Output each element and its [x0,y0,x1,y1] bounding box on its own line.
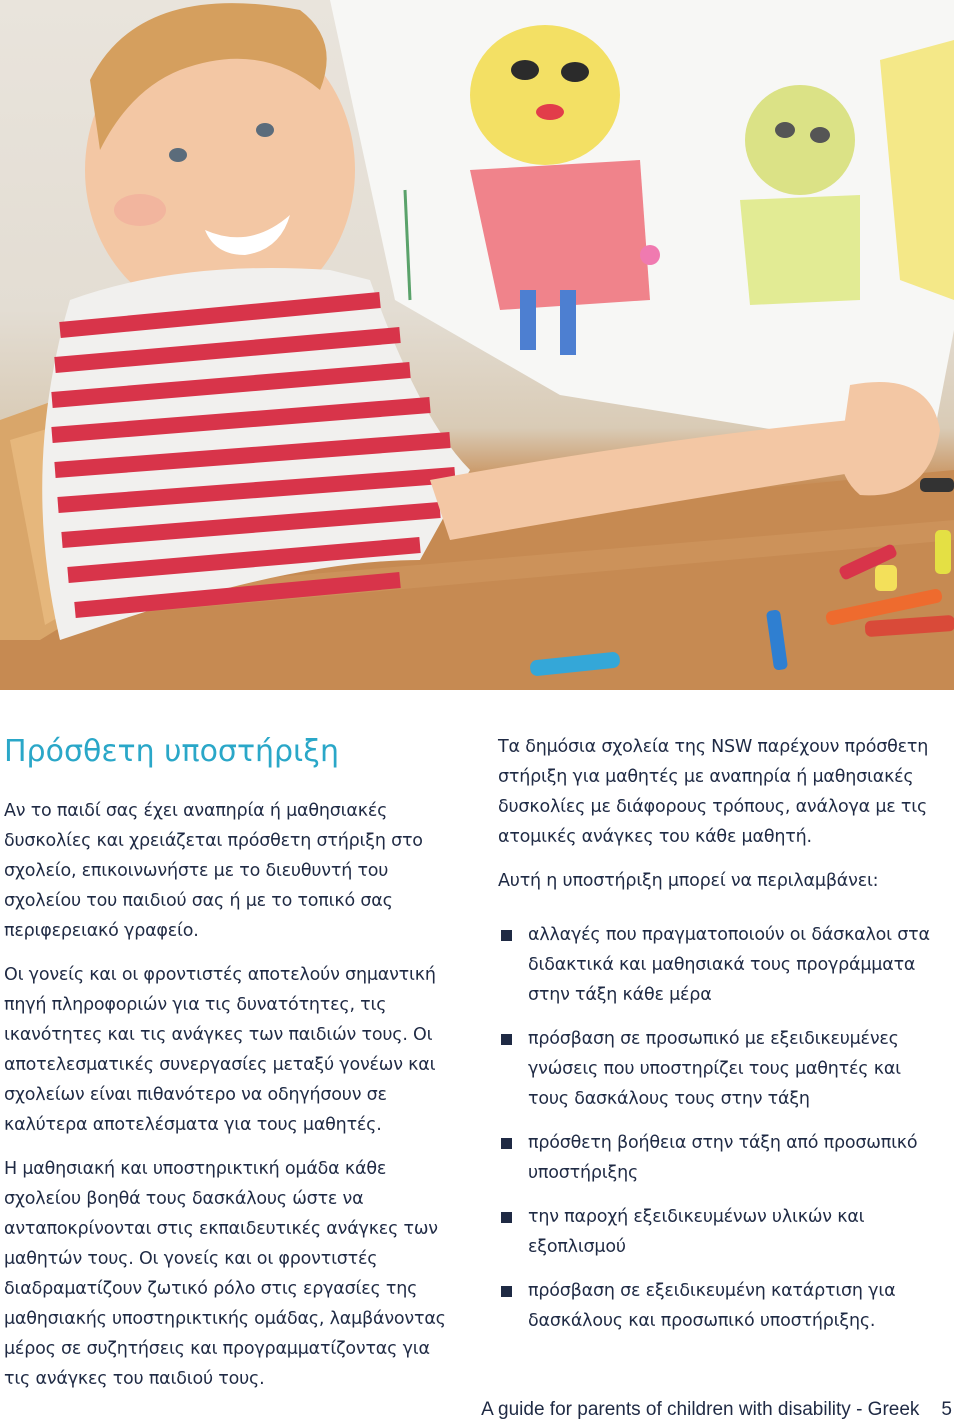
bullet-square-icon [501,930,512,941]
list-item [498,1128,938,1188]
footer-title: A guide for parents of children with disability - Greek [481,1399,920,1420]
page-number: 5 [941,1399,952,1420]
list-item-text: πρόσβαση σε εξειδικευμένη κατάρτιση για δασκάλους και προσωπικό υποστήριξης. [528,1281,896,1331]
paragraph-lead: Αυτή η υποστήριξη μπορεί να περιλαμβάνει: [498,871,879,891]
hero-photo [0,0,954,690]
list-item-text: αλλαγές που πραγματοποιούν οι δάσκαλοι στα διδακτικά και μαθησιακά τους προγράμματα στην τάξη κάθε μέρα [528,925,930,1005]
list-item-text: πρόσβαση σε προσωπικό με εξειδικευμένες γνώσεις που υποστηρίζει τους μαθητές και τους δασκάλους τους στην τάξη [528,1029,901,1109]
paragraph-contact: Αν το παιδί σας έχει αναπηρία ή μαθησιακές δυσκολίες και χρειάζεται πρόσθετη στήριξη στο σχολείο, επικοινωνήστε με το διευθυντή του σχολείου του παιδιού σας ή με το τοπικό σας περιφερειακό γραφείο. [4,801,423,941]
paragraph-intro: Τα δημόσια σχολεία της NSW παρέχουν πρόσθετη στήριξη για μαθητές με αναπηρία ή μαθησιακές δυσκολίες με διάφορους τρόπους, ανάλογα με τις ατομικές ανάγκες του κάθε μαθητή. [498,737,929,847]
child-drawing-illustration [0,0,954,690]
list-item [498,1202,938,1262]
paragraph-parents: Οι γονείς και οι φροντιστές αποτελούν σημαντική πηγή πληροφοριών για τις δυνατότητες, τις ικανότητες και τις ανάγκες των παιδιών τους. Οι αποτελεσματικές συνεργασίες μεταξύ γονέων και σχολείων είναι πιθανότερο να οδηγήσουν σε καλύτερα αποτελέσματα για τους μαθητές. [4,965,436,1135]
paragraph-learning-team: Η μαθησιακή και υποστηρικτική ομάδα κάθε σχολείου βοηθά τους δασκάλους ώστε να ανταποκρίνονται στις εκπαιδευτικές ανάγκες των μαθητών τους. Οι γονείς και οι φροντιστές διαδραματίζουν ζωτικό ρόλο στις εργασίες της μαθησιακής υποστηρικτικής ομάδας, λαμβάνοντας μέρος σε συζητήσεις και προγραμματίζοντας για τις ανάγκες του παιδιού τους. [4,1159,446,1389]
list-item [498,920,938,1010]
bullet-square-icon [501,1138,512,1149]
support-list [498,920,938,1336]
bullet-square-icon [501,1034,512,1045]
page-footer [481,1396,952,1424]
list-item [498,1024,938,1114]
section-heading: Πρόσθετη υποστήριξη [4,734,339,769]
bullet-square-icon [501,1286,512,1297]
list-item [498,1276,938,1336]
right-column [498,732,938,1350]
left-column [4,732,456,1408]
bullet-square-icon [501,1212,512,1223]
list-item-text: την παροχή εξειδικευμένων υλικών και εξοπλισμού [528,1207,865,1257]
list-item-text: πρόσθετη βοήθεια στην τάξη από προσωπικό υποστήριξης [528,1133,918,1183]
